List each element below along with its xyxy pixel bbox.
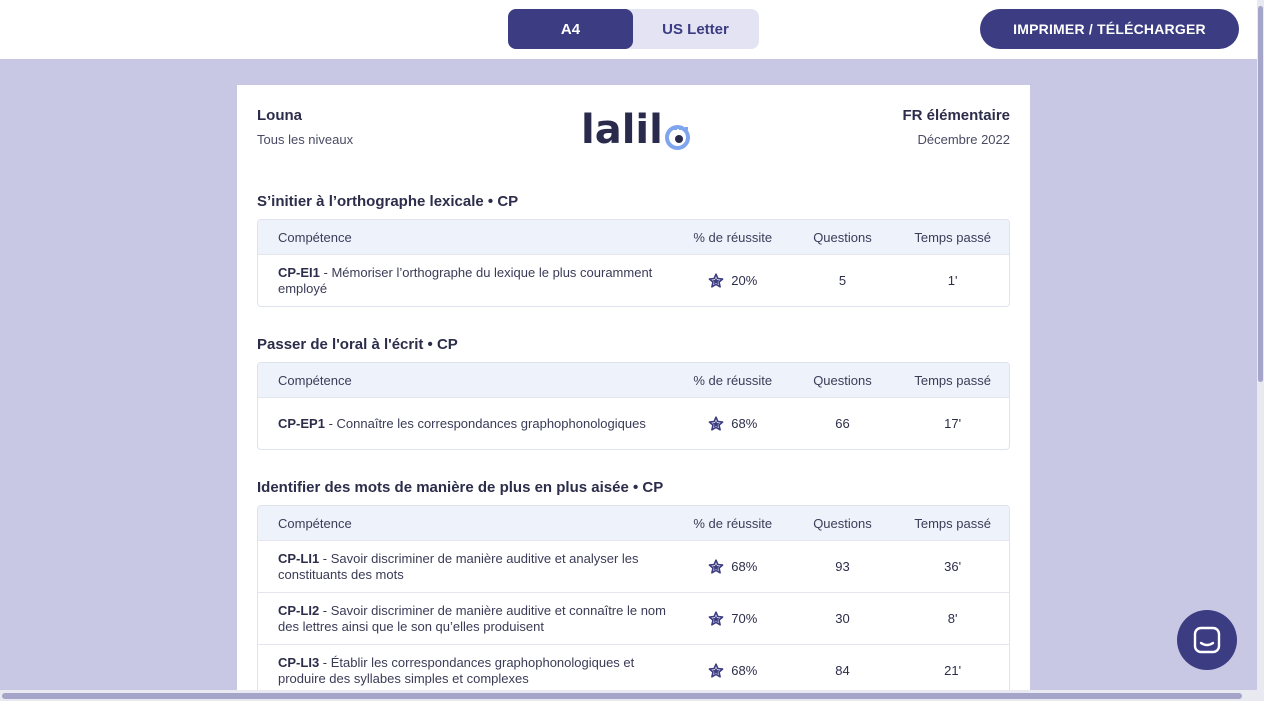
- success-rate: 68%: [731, 559, 758, 574]
- competence-cell: [258, 655, 677, 687]
- time-spent: 21': [944, 663, 962, 678]
- horizontal-scrollbar-thumb[interactable]: [2, 693, 1242, 699]
- student-name: Louna: [257, 107, 302, 124]
- table-row: [258, 540, 1009, 592]
- column-header-time: Temps passé: [914, 515, 991, 531]
- competence-cell: [258, 416, 677, 432]
- table-row: [258, 254, 1009, 306]
- competence-table: [257, 219, 1010, 307]
- competence-description: - Savoir discriminer de manière auditive et connaître le nom des lettres ainsi que le son qu’elles produisent: [278, 602, 666, 634]
- star-icon: [708, 416, 724, 432]
- column-header-competence: Compétence: [278, 372, 352, 388]
- report-page: [237, 85, 1030, 690]
- questions-count: 66: [835, 416, 850, 431]
- table-row: [258, 592, 1009, 644]
- competence-description: - Mémoriser l’orthographe du lexique le plus couramment employé: [278, 264, 653, 296]
- top-bar: [0, 0, 1257, 59]
- print-download-button[interactable]: IMPRIMER / TÉLÉCHARGER: [980, 9, 1239, 49]
- questions-count: 84: [835, 663, 850, 678]
- period-label: Décembre 2022: [917, 132, 1010, 147]
- table-header: [258, 363, 1009, 397]
- logo-eye-icon: [665, 125, 690, 150]
- column-header-success: % de réussite: [693, 229, 773, 245]
- student-level: Tous les niveaux: [257, 132, 354, 147]
- success-cell: [677, 559, 789, 575]
- table-header: [258, 506, 1009, 540]
- competence-description: - Établir les correspondances graphophonologiques et produire des syllabes simples et complexes: [278, 654, 635, 686]
- competence-table: [257, 362, 1010, 450]
- competence-code: CP-EP1: [278, 415, 325, 431]
- time-spent: 17': [944, 416, 962, 431]
- column-header-questions: Questions: [813, 372, 872, 388]
- success-rate: 20%: [731, 273, 758, 288]
- competence-cell: [258, 551, 677, 583]
- star-icon: [708, 663, 724, 679]
- competence-description: - Connaître les correspondances graphophonologiques: [324, 415, 646, 431]
- competence-code: CP-LI2: [278, 602, 320, 618]
- table-row: [258, 397, 1009, 449]
- success-rate: 70%: [731, 611, 758, 626]
- competence-code: CP-LI3: [278, 654, 320, 670]
- lalilo-logo: [581, 109, 690, 153]
- success-cell: [677, 663, 789, 679]
- column-header-success: % de réussite: [693, 515, 773, 531]
- success-rate: 68%: [731, 416, 758, 431]
- competence-cell: [258, 265, 677, 297]
- paper-format-toggle: [508, 9, 759, 49]
- logo-text: lalil: [581, 107, 663, 153]
- success-rate: 68%: [731, 663, 758, 678]
- table-row: [258, 644, 1009, 690]
- column-header-time: Temps passé: [914, 229, 991, 245]
- success-cell: [677, 416, 789, 432]
- star-icon: [708, 273, 724, 289]
- questions-count: 30: [835, 611, 850, 626]
- horizontal-scrollbar[interactable]: [0, 690, 1257, 701]
- column-header-time: Temps passé: [914, 372, 991, 388]
- questions-count: 5: [838, 273, 847, 288]
- format-a4-button[interactable]: A4: [508, 9, 633, 49]
- column-header-questions: Questions: [813, 229, 872, 245]
- competence-code: CP-EI1: [278, 264, 320, 280]
- questions-count: 93: [835, 559, 850, 574]
- vertical-scrollbar-thumb[interactable]: [1258, 6, 1263, 382]
- section-title: Passer de l'oral à l'écrit • CP: [257, 336, 458, 353]
- competence-section: [257, 479, 1010, 690]
- column-header-competence: Compétence: [278, 515, 352, 531]
- column-header-questions: Questions: [813, 515, 872, 531]
- star-icon: [708, 559, 724, 575]
- competence-section: [257, 336, 1010, 450]
- table-header: [258, 220, 1009, 254]
- time-spent: 8': [947, 611, 958, 626]
- chat-icon: [1193, 626, 1221, 654]
- star-icon: [708, 611, 724, 627]
- competence-cell: [258, 603, 677, 635]
- success-cell: [677, 273, 789, 289]
- competence-code: CP-LI1: [278, 550, 320, 566]
- vertical-scrollbar[interactable]: [1257, 0, 1264, 701]
- competence-table: [257, 505, 1010, 690]
- success-cell: [677, 611, 789, 627]
- chat-launcher-button[interactable]: [1177, 610, 1237, 670]
- format-us-letter-button[interactable]: US Letter: [662, 20, 729, 38]
- column-header-competence: Compétence: [278, 229, 352, 245]
- time-spent: 1': [947, 273, 958, 288]
- competence-description: - Savoir discriminer de manière auditive et analyser les constituants des mots: [278, 550, 639, 582]
- column-header-success: % de réussite: [693, 372, 773, 388]
- competence-section: [257, 193, 1010, 307]
- section-title: Identifier des mots de manière de plus en plus aisée • CP: [257, 479, 664, 496]
- section-title: S’initier à l’orthographe lexicale • CP: [257, 193, 519, 210]
- subject-label: FR élémentaire: [902, 107, 1010, 124]
- time-spent: 36': [944, 559, 962, 574]
